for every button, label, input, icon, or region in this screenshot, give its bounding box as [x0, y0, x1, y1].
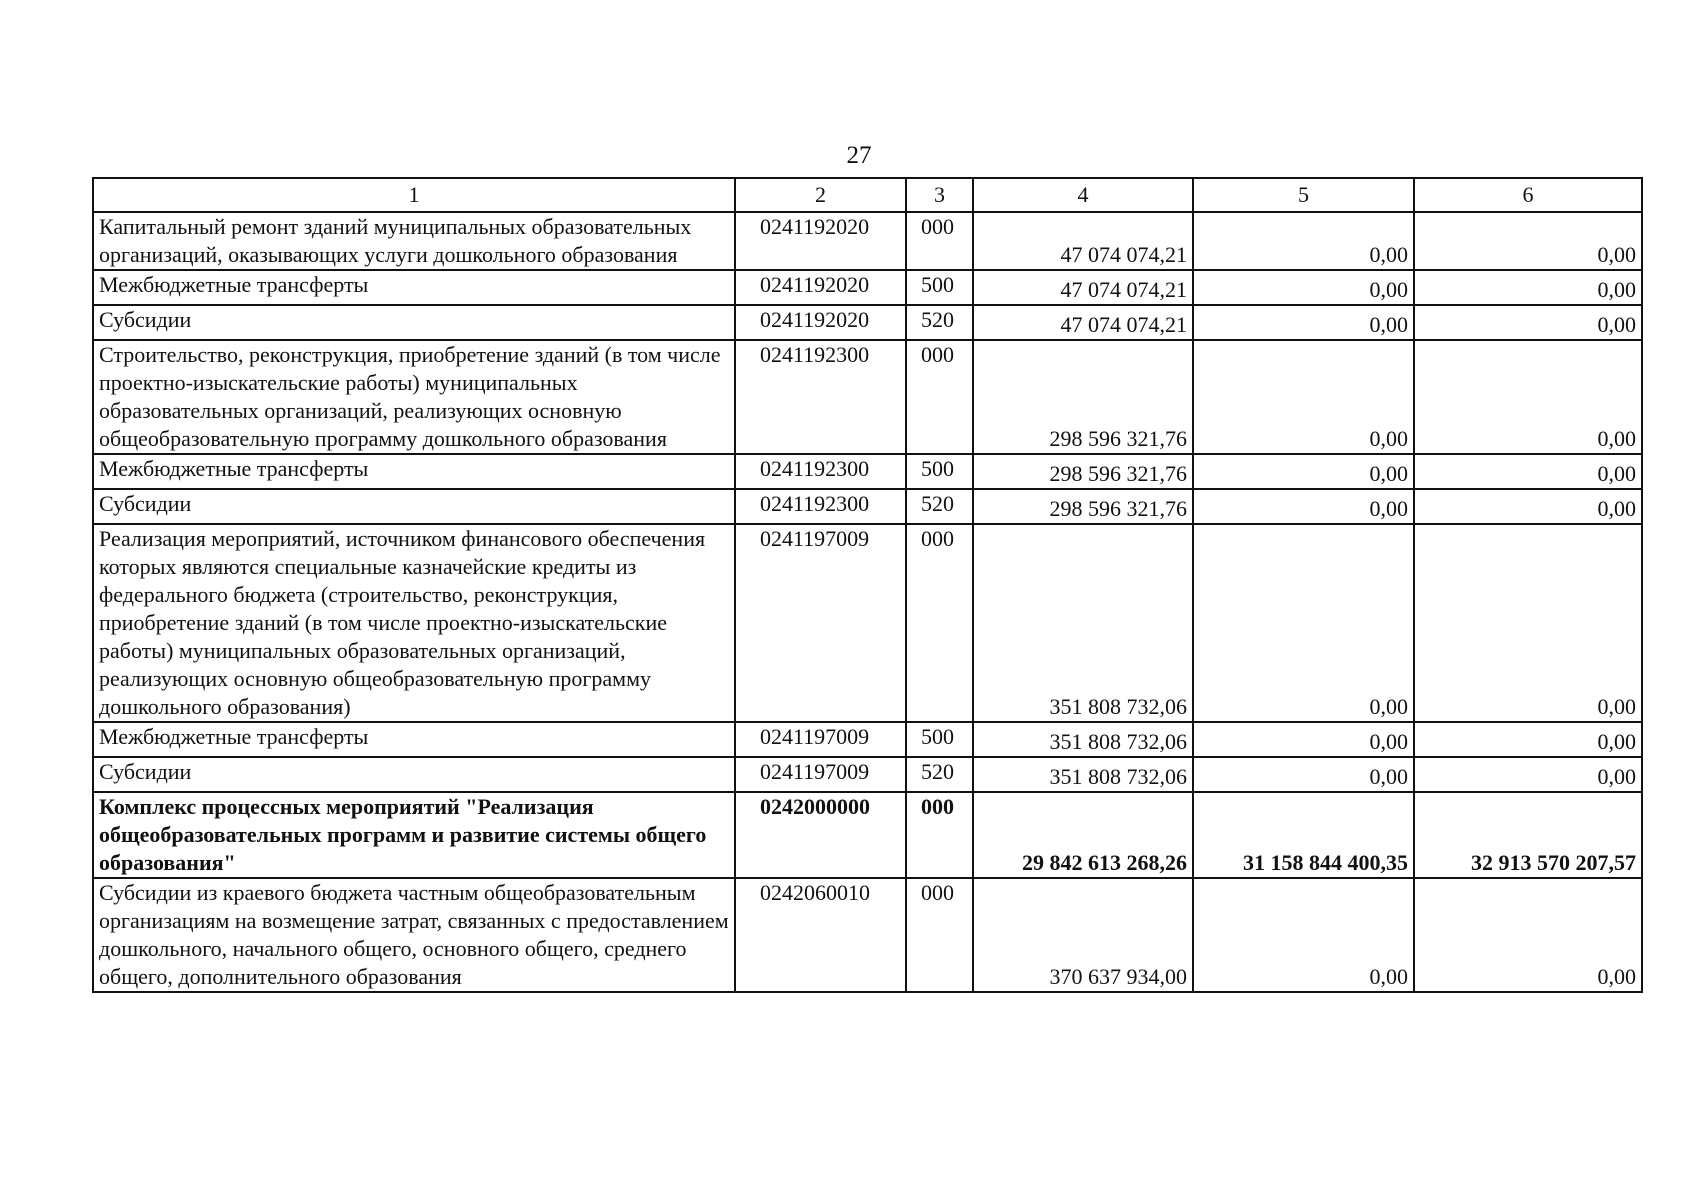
table-row [93, 212, 1642, 270]
row-expense-type: 520 [906, 757, 973, 792]
row-amount-col5: 0,00 [1193, 489, 1414, 524]
page-number: 27 [846, 142, 872, 169]
row-name: Субсидии [93, 305, 735, 340]
table-row [93, 524, 1642, 722]
row-amount-col4: 298 596 321,76 [973, 340, 1193, 454]
row-code: 0241192300 [735, 454, 906, 489]
row-amount-col5: 0,00 [1193, 212, 1414, 270]
row-name: Межбюджетные трансферты [93, 270, 735, 305]
table-row [93, 340, 1642, 454]
row-code: 0241192020 [735, 212, 906, 270]
row-code: 0241197009 [735, 524, 906, 722]
row-amount-col4: 351 808 732,06 [973, 722, 1193, 757]
row-amount-col5: 0,00 [1193, 270, 1414, 305]
row-amount-col4: 298 596 321,76 [973, 454, 1193, 489]
row-code: 0241197009 [735, 722, 906, 757]
row-expense-type: 000 [906, 212, 973, 270]
row-code: 0241197009 [735, 757, 906, 792]
row-expense-type: 000 [906, 340, 973, 454]
row-expense-type: 520 [906, 489, 973, 524]
table-row [93, 489, 1642, 524]
row-amount-col4: 370 637 934,00 [973, 878, 1193, 992]
row-amount-col5: 31 158 844 400,35 [1193, 792, 1414, 878]
row-expense-type: 000 [906, 524, 973, 722]
row-code: 0241192020 [735, 305, 906, 340]
row-amount-col4: 29 842 613 268,26 [973, 792, 1193, 878]
table-header-row [93, 178, 1642, 212]
row-amount-col6: 0,00 [1414, 722, 1642, 757]
row-amount-col4: 47 074 074,21 [973, 212, 1193, 270]
row-code: 0242000000 [735, 792, 906, 878]
row-name: Субсидии [93, 489, 735, 524]
table-row [93, 270, 1642, 305]
row-name: Строительство, реконструкция, приобретение зданий (в том числе проектно-изыскательские работы) муниципальных образовательных организаций, реализующих основную общеобразовательную программу дошкольного образования [93, 340, 735, 454]
row-amount-col4: 47 074 074,21 [973, 305, 1193, 340]
row-amount-col4: 298 596 321,76 [973, 489, 1193, 524]
row-amount-col6: 0,00 [1414, 340, 1642, 454]
table-row [93, 757, 1642, 792]
row-code: 0241192300 [735, 340, 906, 454]
row-amount-col6: 0,00 [1414, 489, 1642, 524]
column-header: 1 [93, 178, 735, 212]
row-code: 0242060010 [735, 878, 906, 992]
row-amount-col6: 32 913 570 207,57 [1414, 792, 1642, 878]
column-header: 2 [735, 178, 906, 212]
table-row [93, 878, 1642, 992]
row-amount-col6: 0,00 [1414, 305, 1642, 340]
column-header: 3 [906, 178, 973, 212]
row-expense-type: 520 [906, 305, 973, 340]
row-amount-col6: 0,00 [1414, 454, 1642, 489]
table-row [93, 305, 1642, 340]
row-expense-type: 000 [906, 878, 973, 992]
row-amount-col4: 351 808 732,06 [973, 524, 1193, 722]
row-expense-type: 000 [906, 792, 973, 878]
table-row-section-total [93, 792, 1642, 878]
row-amount-col5: 0,00 [1193, 454, 1414, 489]
row-code: 0241192020 [735, 270, 906, 305]
row-name: Субсидии [93, 757, 735, 792]
budget-table [92, 177, 1643, 993]
row-expense-type: 500 [906, 454, 973, 489]
row-expense-type: 500 [906, 722, 973, 757]
table-row [93, 722, 1642, 757]
row-amount-col5: 0,00 [1193, 305, 1414, 340]
row-amount-col6: 0,00 [1414, 270, 1642, 305]
row-name: Комплекс процессных мероприятий "Реализация общеобразовательных программ и развитие системы общего образования" [93, 792, 735, 878]
row-name: Межбюджетные трансферты [93, 454, 735, 489]
row-amount-col6: 0,00 [1414, 757, 1642, 792]
row-amount-col5: 0,00 [1193, 757, 1414, 792]
row-code: 0241192300 [735, 489, 906, 524]
row-amount-col6: 0,00 [1414, 524, 1642, 722]
row-amount-col6: 0,00 [1414, 878, 1642, 992]
row-name: Реализация мероприятий, источником финансового обеспечения которых являются специальные казначейские кредиты из федерального бюджета (строительство, реконструкция, приобретение зданий (в том числе проектно-изыскательские работы) муниципальных образовательных организаций, реализующих основную общеобразовательную программу дошкольного образования) [93, 524, 735, 722]
row-expense-type: 500 [906, 270, 973, 305]
row-amount-col5: 0,00 [1193, 878, 1414, 992]
row-name: Капитальный ремонт зданий муниципальных образовательных организаций, оказывающих услуги дошкольного образования [93, 212, 735, 270]
row-name: Субсидии из краевого бюджета частным общеобразовательным организациям на возмещение затрат, связанных с предоставлением дошкольного, начального общего, основного общего, среднего общего, дополнительного образования [93, 878, 735, 992]
row-amount-col5: 0,00 [1193, 524, 1414, 722]
row-amount-col5: 0,00 [1193, 340, 1414, 454]
row-name: Межбюджетные трансферты [93, 722, 735, 757]
column-header: 6 [1414, 178, 1642, 212]
row-amount-col4: 351 808 732,06 [973, 757, 1193, 792]
row-amount-col6: 0,00 [1414, 212, 1642, 270]
table-row [93, 454, 1642, 489]
column-header: 5 [1193, 178, 1414, 212]
row-amount-col5: 0,00 [1193, 722, 1414, 757]
row-amount-col4: 47 074 074,21 [973, 270, 1193, 305]
column-header: 4 [973, 178, 1193, 212]
